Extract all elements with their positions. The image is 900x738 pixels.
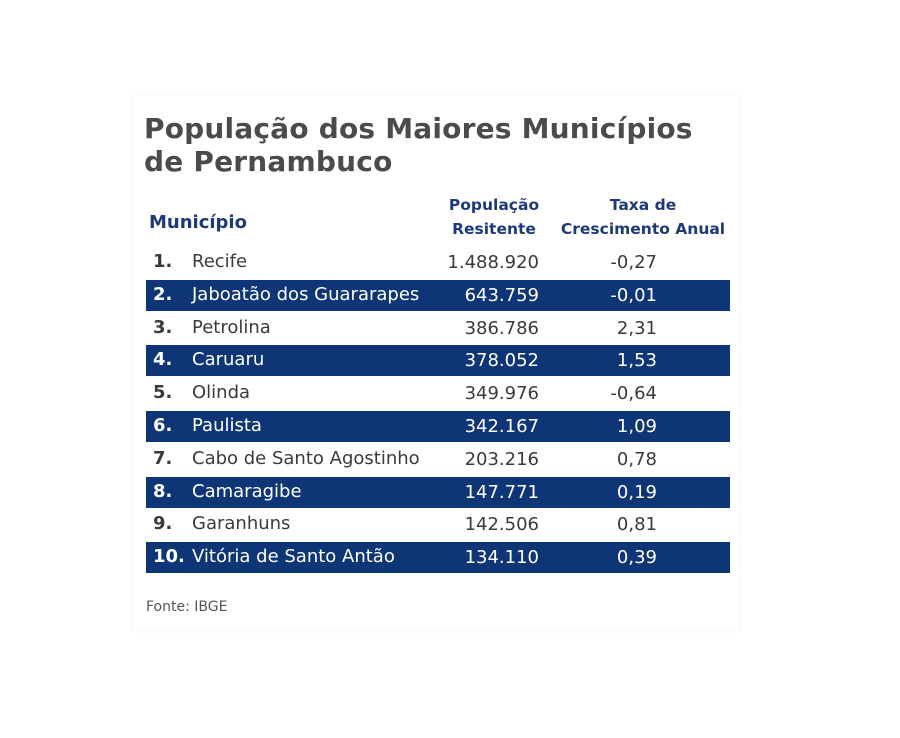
row-municipality: Paulista [192,414,262,436]
source-note: Fonte: IBGE [146,599,228,615]
row-municipality: Cabo de Santo Agostinho [192,447,420,469]
row-rank: 10. [153,546,185,568]
row-rank: 7. [153,447,173,469]
column-header-municipio: Município [149,212,247,233]
row-municipality: Camaragibe [192,480,302,502]
column-header-taxa [553,193,733,241]
title-line-1: População dos Maiores Municípios [144,112,693,145]
row-growth-rate: 1,09 [616,415,657,437]
table-row [146,378,730,409]
row-growth-rate: 1,53 [616,350,657,372]
row-rank: 5. [153,382,173,404]
table-row [146,444,730,475]
row-municipality: Caruaru [192,349,265,371]
row-population: 1.488.920 [447,252,539,273]
table-row [146,509,730,540]
row-growth-rate: 0,39 [616,547,657,569]
page-title [144,112,734,178]
row-population: 142.506 [464,514,539,536]
row-population: 386.786 [464,317,539,339]
column-header-populacao-line-2: Resitente [452,220,536,238]
table-row [146,247,730,278]
row-growth-rate: -0,27 [610,252,657,273]
row-population: 203.216 [464,448,539,470]
row-population: 342.167 [464,415,539,437]
row-population: 643.759 [464,284,539,306]
row-rank: 2. [153,283,173,305]
table-row [146,345,730,376]
row-rank: 8. [153,480,173,502]
column-header-taxa-line-2: Crescimento Anual [560,220,726,238]
row-population: 147.771 [464,481,539,503]
row-growth-rate: -0,01 [610,284,657,306]
row-municipality: Recife [192,251,248,272]
row-population: 378.052 [464,350,539,372]
row-rank: 3. [153,316,173,338]
row-rank: 4. [153,349,173,371]
column-header-taxa-line-1: Taxa de [609,196,677,214]
row-municipality: Jaboatão dos Guararapes [192,283,420,305]
row-growth-rate: 2,31 [616,317,657,339]
table-row [146,477,730,508]
table-row [146,411,730,442]
row-municipality: Garanhuns [192,513,291,535]
row-municipality: Vitória de Santo Antão [192,546,395,568]
table-row [146,280,730,311]
row-municipality: Petrolina [192,316,271,338]
column-header-populacao-line-1: População [448,196,540,214]
row-rank: 6. [153,414,173,436]
table-row [146,313,730,344]
row-growth-rate: 0,78 [616,448,657,470]
row-growth-rate: -0,64 [610,383,657,405]
row-growth-rate: 0,19 [616,481,657,503]
row-population: 134.110 [464,547,539,569]
title-line-2: de Pernambuco [144,145,393,178]
row-population: 349.976 [464,383,539,405]
column-header-populacao [432,193,556,241]
table-row [146,542,730,573]
row-rank: 1. [153,251,173,272]
row-growth-rate: 0,81 [616,514,657,536]
municipality-table [146,247,730,575]
row-municipality: Olinda [192,382,251,404]
row-rank: 9. [153,513,173,535]
